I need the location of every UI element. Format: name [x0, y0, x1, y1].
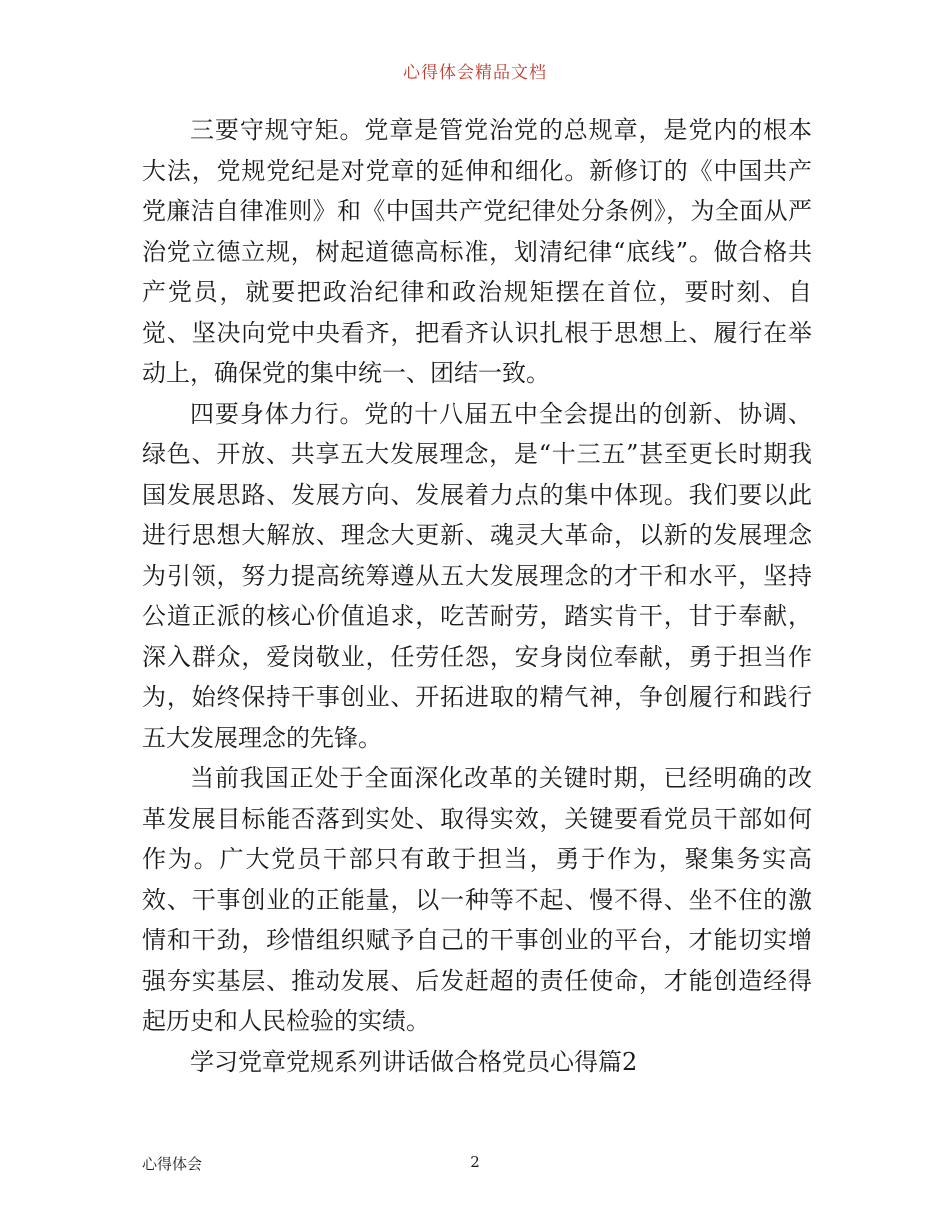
section-subheading: 学习党章党规系列讲话做合格党员心得篇2: [190, 1047, 638, 1076]
paragraph-rules: 三要守规守矩。党章是管党治党的总规章，是党内的根本大法，党规党纪是对党章的延伸和细化。新修订的《中国共产党廉洁自律准则》和《中国共产党纪律处分条例》，为全面从严治党立德立规，树起道德高标准，划清纪律“底线”。做合格共产党员，就要把政治纪律和政治规矩摆在首位，要时刻、自觉、坚决向党中央看齐，把看齐认识扎根于思想上、履行在举动上，确保党的集中统一、团结一致。: [142, 116, 812, 387]
paragraph-reform: 当前我国正处于全面深化改革的关键时期，已经明确的改革发展目标能否落到实处、取得实效，关键要看党员干部如何作为。广大党员干部只有敢于担当，勇于作为，聚集务实高效、干事创业的正能量，以一种等不起、慢不得、坐不住的激情和干劲，珍惜组织赋予自己的干事创业的平台，才能切实增强夯实基层、推动发展、后发赶超的责任使命，才能创造经得起历史和人民检验的实绩。: [142, 764, 812, 1035]
page-header-title: 心得体会精品文档: [403, 63, 547, 83]
page-number: 2: [470, 1153, 480, 1171]
footer-label: 心得体会: [142, 1155, 203, 1173]
paragraph-practice: 四要身体力行。党的十八届五中全会提出的创新、协调、绿色、开放、共享五大发展理念，是“十三五”甚至更长时期我国发展思路、发展方向、发展着力点的集中体现。我们要以此进行思想大解放、理念大更新、魂灵大革命，以新的发展理念为引领，努力提高统筹遵从五大发展理念的才干和水平，坚持公道正派的核心价值追求，吃苦耐劳，踏实肯干，甘于奉献，深入群众，爱岗敬业，任劳任怨，安身岗位奉献，勇于担当作为，始终保持干事创业、开拓进取的精气神，争创履行和践行五大发展理念的先锋。: [142, 399, 812, 752]
document-body: [142, 110, 812, 1082]
page-footer: [0, 1153, 950, 1177]
